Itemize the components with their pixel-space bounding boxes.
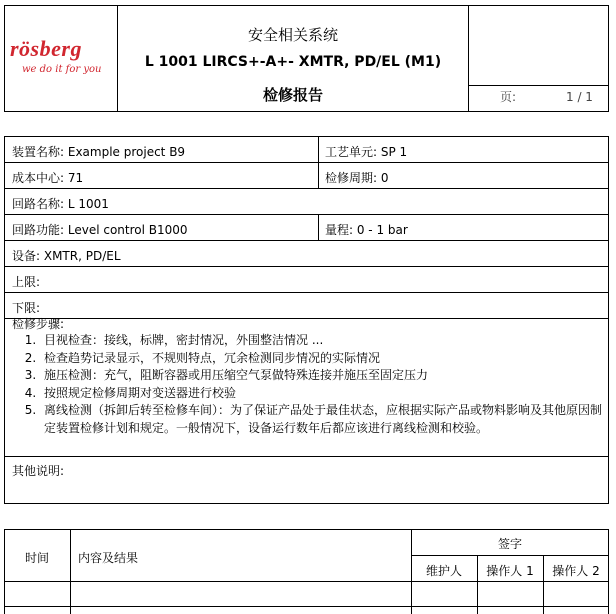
loop-name-field: 回路名称: L 1001	[12, 197, 109, 211]
step-item: 1. 目视检查：接线，标牌，密封情况，外围整洁情况 ...	[40, 332, 608, 350]
maintenance-period-field: 检修周期: 0	[325, 171, 389, 185]
cost-center-field: 成本中心: 71	[12, 171, 84, 185]
steps-title: 检修步骤:	[12, 317, 65, 331]
loop-function-field: 回路功能: Level control B1000	[12, 223, 188, 237]
page-number: 1 / 1	[566, 90, 593, 104]
page-label: 页:	[500, 90, 517, 104]
tag-subtitle: L 1001 LIRCS+-A+- XMTR, PD/EL (M1)	[144, 54, 442, 70]
step-item: 5. 离线检测（拆卸后转至检修车间）：为了保证产品处于最佳状态，应根据实际产品或物料影响及其他原因制定装置检修计划和规定。一般情况下，设备运行数年后都应该进行离线检测和校验。	[40, 402, 608, 437]
step-item: 2. 检查趋势记录显示，不规则特点，冗余检测同步情况的实际情况	[40, 350, 608, 368]
col-signature-header: 签字	[497, 537, 522, 551]
col-maintainer-header: 维护人	[425, 564, 462, 578]
equipment-field: 设备: XMTR, PD/EL	[12, 249, 121, 263]
col-content-header: 内容及结果	[78, 551, 139, 565]
upper-limit-field: 上限:	[12, 275, 41, 289]
range-field: 量程: 0 - 1 bar	[325, 223, 408, 237]
logo-brand: rösberg	[10, 36, 82, 61]
report-title: 检修报告	[262, 86, 323, 104]
col-time-header: 时间	[24, 551, 49, 565]
system-title: 安全相关系统	[247, 26, 338, 44]
steps-list	[12, 332, 608, 437]
col-operator2-header: 操作人 2	[552, 564, 600, 578]
col-operator1-header: 操作人 1	[486, 564, 534, 578]
step-item: 3. 施压检测：充气，阻断容器或用压缩空气泵做特殊连接并施压至固定压力	[40, 367, 608, 385]
remarks-label: 其他说明:	[12, 464, 65, 478]
logo-tagline: we do it for you	[22, 64, 102, 75]
lower-limit-field: 下限:	[12, 301, 41, 315]
device-name-field: 装置名称: Example project B9	[12, 145, 186, 159]
step-item: 4. 按照规定检修周期对变送器进行校验	[40, 385, 608, 403]
process-unit-field: 工艺单元: SP 1	[325, 145, 408, 159]
